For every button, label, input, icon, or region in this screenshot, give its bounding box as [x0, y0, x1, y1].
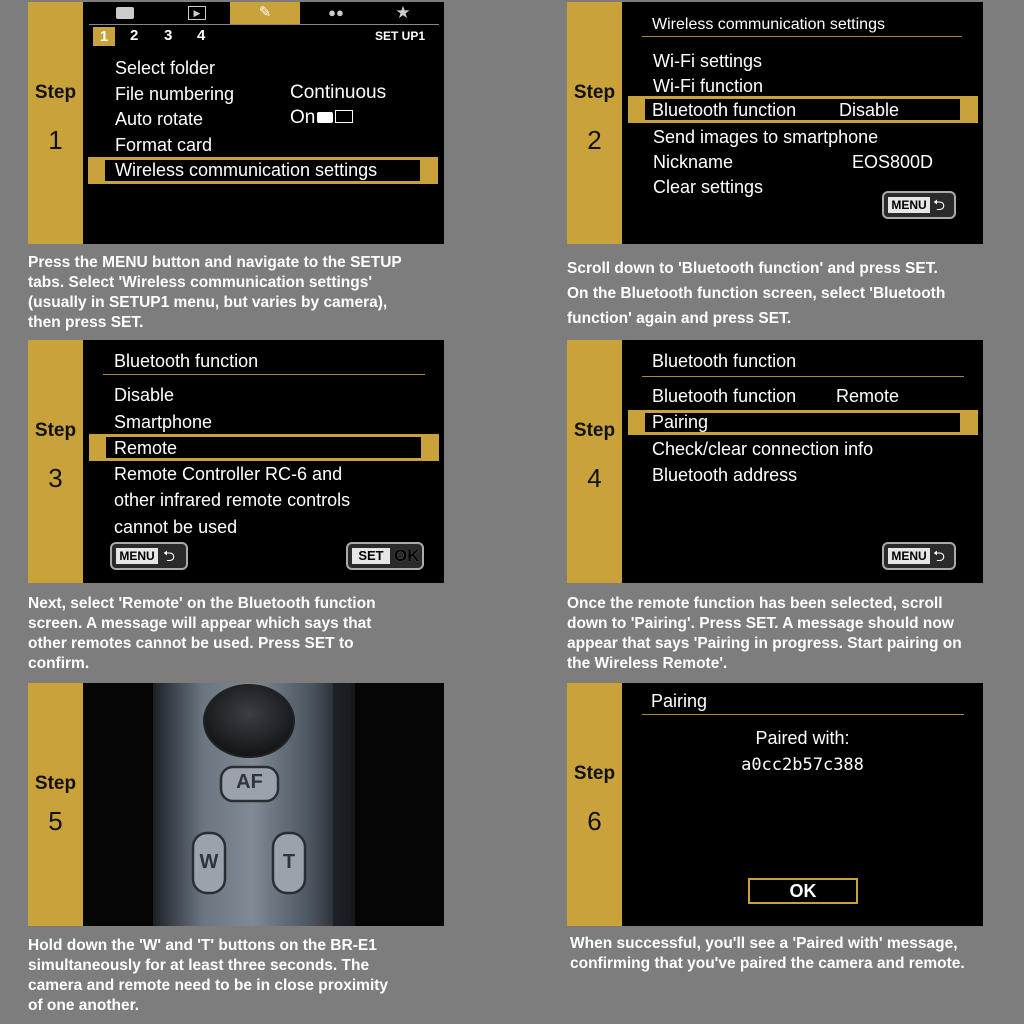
step-number: 5 — [48, 806, 63, 836]
w-button[interactable]: W — [199, 851, 219, 873]
title-divider — [642, 36, 962, 37]
title-divider — [103, 374, 425, 375]
menu-item-wifi-settings[interactable]: Wi-Fi settings — [653, 51, 763, 71]
screen-title: Wireless communication settings — [652, 16, 885, 33]
step6-caption — [570, 934, 965, 974]
tab-star[interactable] — [372, 2, 434, 24]
caption-line: the Wireless Remote'. — [567, 655, 728, 672]
step-number: 1 — [48, 125, 63, 155]
tab-bar — [89, 2, 439, 24]
menu-item-file-numbering[interactable]: File numbering — [115, 84, 235, 104]
caption-line: then press SET. — [28, 314, 144, 331]
menu-back-button[interactable] — [110, 542, 188, 570]
caption-line: Once the remote function has been selected, scroll — [567, 595, 943, 612]
caption-line: other remotes cannot be used. Press SET to — [28, 635, 354, 652]
step-label: Step — [34, 82, 77, 103]
paired-with-label: Paired with: — [755, 728, 850, 748]
menu-item-auto-rotate[interactable]: Auto rotate — [115, 109, 204, 129]
paired-device-id: a0cc2b57c388 — [741, 755, 864, 775]
menu-item-nickname[interactable]: Nickname — [653, 152, 734, 172]
step-label: Step — [573, 420, 616, 441]
caption-line: screen. A message will appear which says that — [28, 615, 372, 632]
caption-line: simultaneously for at least three seconds. The — [28, 957, 370, 974]
step-number: 6 — [587, 806, 602, 836]
camera-screen — [622, 2, 983, 244]
step5-panel — [28, 683, 444, 926]
step-strip — [567, 340, 622, 583]
menu-item-wireless-settings[interactable]: Wireless communication settings — [115, 160, 378, 180]
step-strip — [567, 2, 622, 244]
step-strip — [28, 683, 83, 926]
step4-panel — [567, 340, 983, 583]
menu-label: MENU — [888, 548, 930, 564]
caption-line: confirm. — [28, 655, 90, 672]
tab-playback[interactable] — [161, 2, 233, 24]
bluetooth-function-value: Disable — [839, 100, 900, 120]
step-number: 2 — [587, 125, 602, 155]
step3-panel — [28, 340, 444, 583]
ok-label: OK — [394, 546, 420, 565]
menu-item-check-clear[interactable]: Check/clear connection info — [652, 439, 874, 459]
step-strip — [567, 683, 622, 926]
step2-caption — [567, 256, 945, 331]
file-numbering-value: Continuous — [290, 82, 387, 103]
menu-item-send-images[interactable]: Send images to smartphone — [653, 127, 879, 147]
camera-icon — [317, 112, 333, 123]
step2-panel — [567, 2, 983, 244]
menu-item-bluetooth-address[interactable]: Bluetooth address — [652, 465, 798, 485]
step-strip — [28, 2, 83, 244]
subtab-2[interactable]: 2 — [130, 27, 139, 44]
option-remote[interactable]: Remote — [114, 438, 178, 458]
menu-item-bluetooth-function[interactable]: Bluetooth function — [652, 100, 797, 120]
back-icon: ⮌ — [933, 548, 946, 565]
step6-panel — [567, 683, 983, 926]
menu-item-highlight[interactable] — [628, 410, 978, 435]
tab-setup[interactable] — [230, 2, 300, 24]
title-divider — [642, 376, 964, 377]
caption-line: confirming that you've paired the camera and remote. — [570, 955, 965, 972]
auto-rotate-on: On — [290, 107, 316, 128]
menu-item-pairing[interactable]: Pairing — [652, 412, 709, 432]
caption-line: Hold down the 'W' and 'T' buttons on the BR-E1 — [28, 937, 377, 954]
warning-message-line: Remote Controller RC-6 and — [114, 464, 343, 484]
option-highlight[interactable] — [89, 434, 439, 461]
back-icon: ⮌ — [163, 548, 176, 565]
caption-line: Press the MENU button and navigate to the SETUP — [28, 254, 402, 271]
step-label: Step — [34, 420, 77, 441]
caption-line: On the Bluetooth function screen, select 'Bluetooth — [567, 285, 946, 302]
subtab-4[interactable]: 4 — [197, 27, 206, 44]
step3-caption — [28, 594, 376, 674]
subtab-3[interactable]: 3 — [164, 27, 173, 44]
menu-item-clear-settings[interactable]: Clear settings — [653, 177, 764, 197]
step1-panel — [28, 2, 444, 244]
camera-screen — [622, 683, 983, 926]
step-number: 4 — [587, 463, 602, 493]
screen-title: Bluetooth function — [652, 351, 797, 371]
nickname-value: EOS800D — [852, 152, 934, 172]
caption-line: Scroll down to 'Bluetooth function' and press SET. — [567, 260, 938, 277]
auto-rotate-value — [290, 107, 353, 129]
camera-icon — [116, 7, 134, 19]
title-divider — [642, 714, 964, 715]
menu-item-highlight[interactable] — [628, 96, 978, 123]
tab-mymenu[interactable] — [300, 2, 372, 24]
caption-line: (usually in SETUP1 menu, but varies by camera), — [28, 294, 388, 311]
ok-button[interactable]: OK — [748, 878, 858, 904]
wrench-icon: ✎ — [258, 4, 272, 21]
menu-label: MENU — [116, 548, 158, 564]
step-label: Step — [573, 763, 616, 784]
screen-title: Pairing — [651, 691, 708, 711]
step-strip — [28, 340, 83, 583]
caption-line: tabs. Select 'Wireless communication settings' — [28, 274, 373, 291]
warning-message-line: other infrared remote controls — [114, 490, 351, 510]
remote-photo — [83, 683, 444, 926]
setup-page-label: SET UP1 — [375, 29, 426, 43]
step-number: 3 — [48, 463, 63, 493]
star-icon: ★ — [395, 3, 411, 22]
menu-item-wifi-function[interactable]: Wi-Fi function — [653, 76, 764, 96]
step5-caption — [28, 936, 388, 1016]
step4-caption — [567, 594, 962, 674]
subtab-1[interactable]: 1 — [93, 27, 115, 46]
tab-divider — [89, 24, 439, 25]
caption-line: When successful, you'll see a 'Paired with' message, — [570, 935, 958, 952]
back-icon: ⮌ — [933, 197, 946, 214]
camera-screen — [83, 340, 444, 583]
step-label: Step — [573, 82, 616, 103]
step-label: Step — [34, 773, 77, 794]
caption-line: camera and remote need to be in close proximity — [28, 977, 389, 994]
person-icon: ●● — [328, 5, 344, 20]
step1-caption — [28, 253, 402, 333]
menu-item-format-card[interactable]: Format card — [115, 135, 213, 155]
caption-line: appear that says 'Pairing in progress. Start pairing on — [567, 635, 962, 652]
camera-screen — [83, 2, 444, 244]
camera-screen — [622, 340, 983, 583]
tab-shooting[interactable] — [89, 2, 161, 24]
option-disable[interactable]: Disable — [114, 385, 175, 405]
menu-back-button[interactable] — [882, 191, 956, 219]
computer-icon — [335, 110, 353, 123]
menu-item-bluetooth-function[interactable]: Bluetooth function — [652, 386, 797, 406]
menu-item-select-folder[interactable]: Select folder — [115, 58, 216, 78]
caption-line: of one another. — [28, 997, 140, 1014]
bluetooth-function-value: Remote — [836, 386, 900, 406]
warning-message-line: cannot be used — [114, 517, 238, 537]
caption-line: function' again and press SET. — [567, 310, 792, 327]
set-label: SET — [352, 548, 390, 564]
menu-item-highlight[interactable] — [88, 157, 438, 184]
play-icon: ▶ — [188, 6, 206, 20]
set-ok-button[interactable] — [346, 542, 424, 570]
caption-line: down to 'Pairing'. Press SET. A message should now — [567, 615, 954, 632]
option-smartphone[interactable]: Smartphone — [114, 412, 213, 432]
caption-line: Next, select 'Remote' on the Bluetooth function — [28, 595, 376, 612]
screen-title: Bluetooth function — [114, 351, 259, 371]
menu-label: MENU — [888, 197, 930, 213]
t-button[interactable]: T — [282, 851, 296, 873]
br-e1-remote-image — [83, 683, 444, 926]
menu-back-button[interactable] — [882, 542, 956, 570]
af-button[interactable]: AF — [236, 771, 263, 793]
